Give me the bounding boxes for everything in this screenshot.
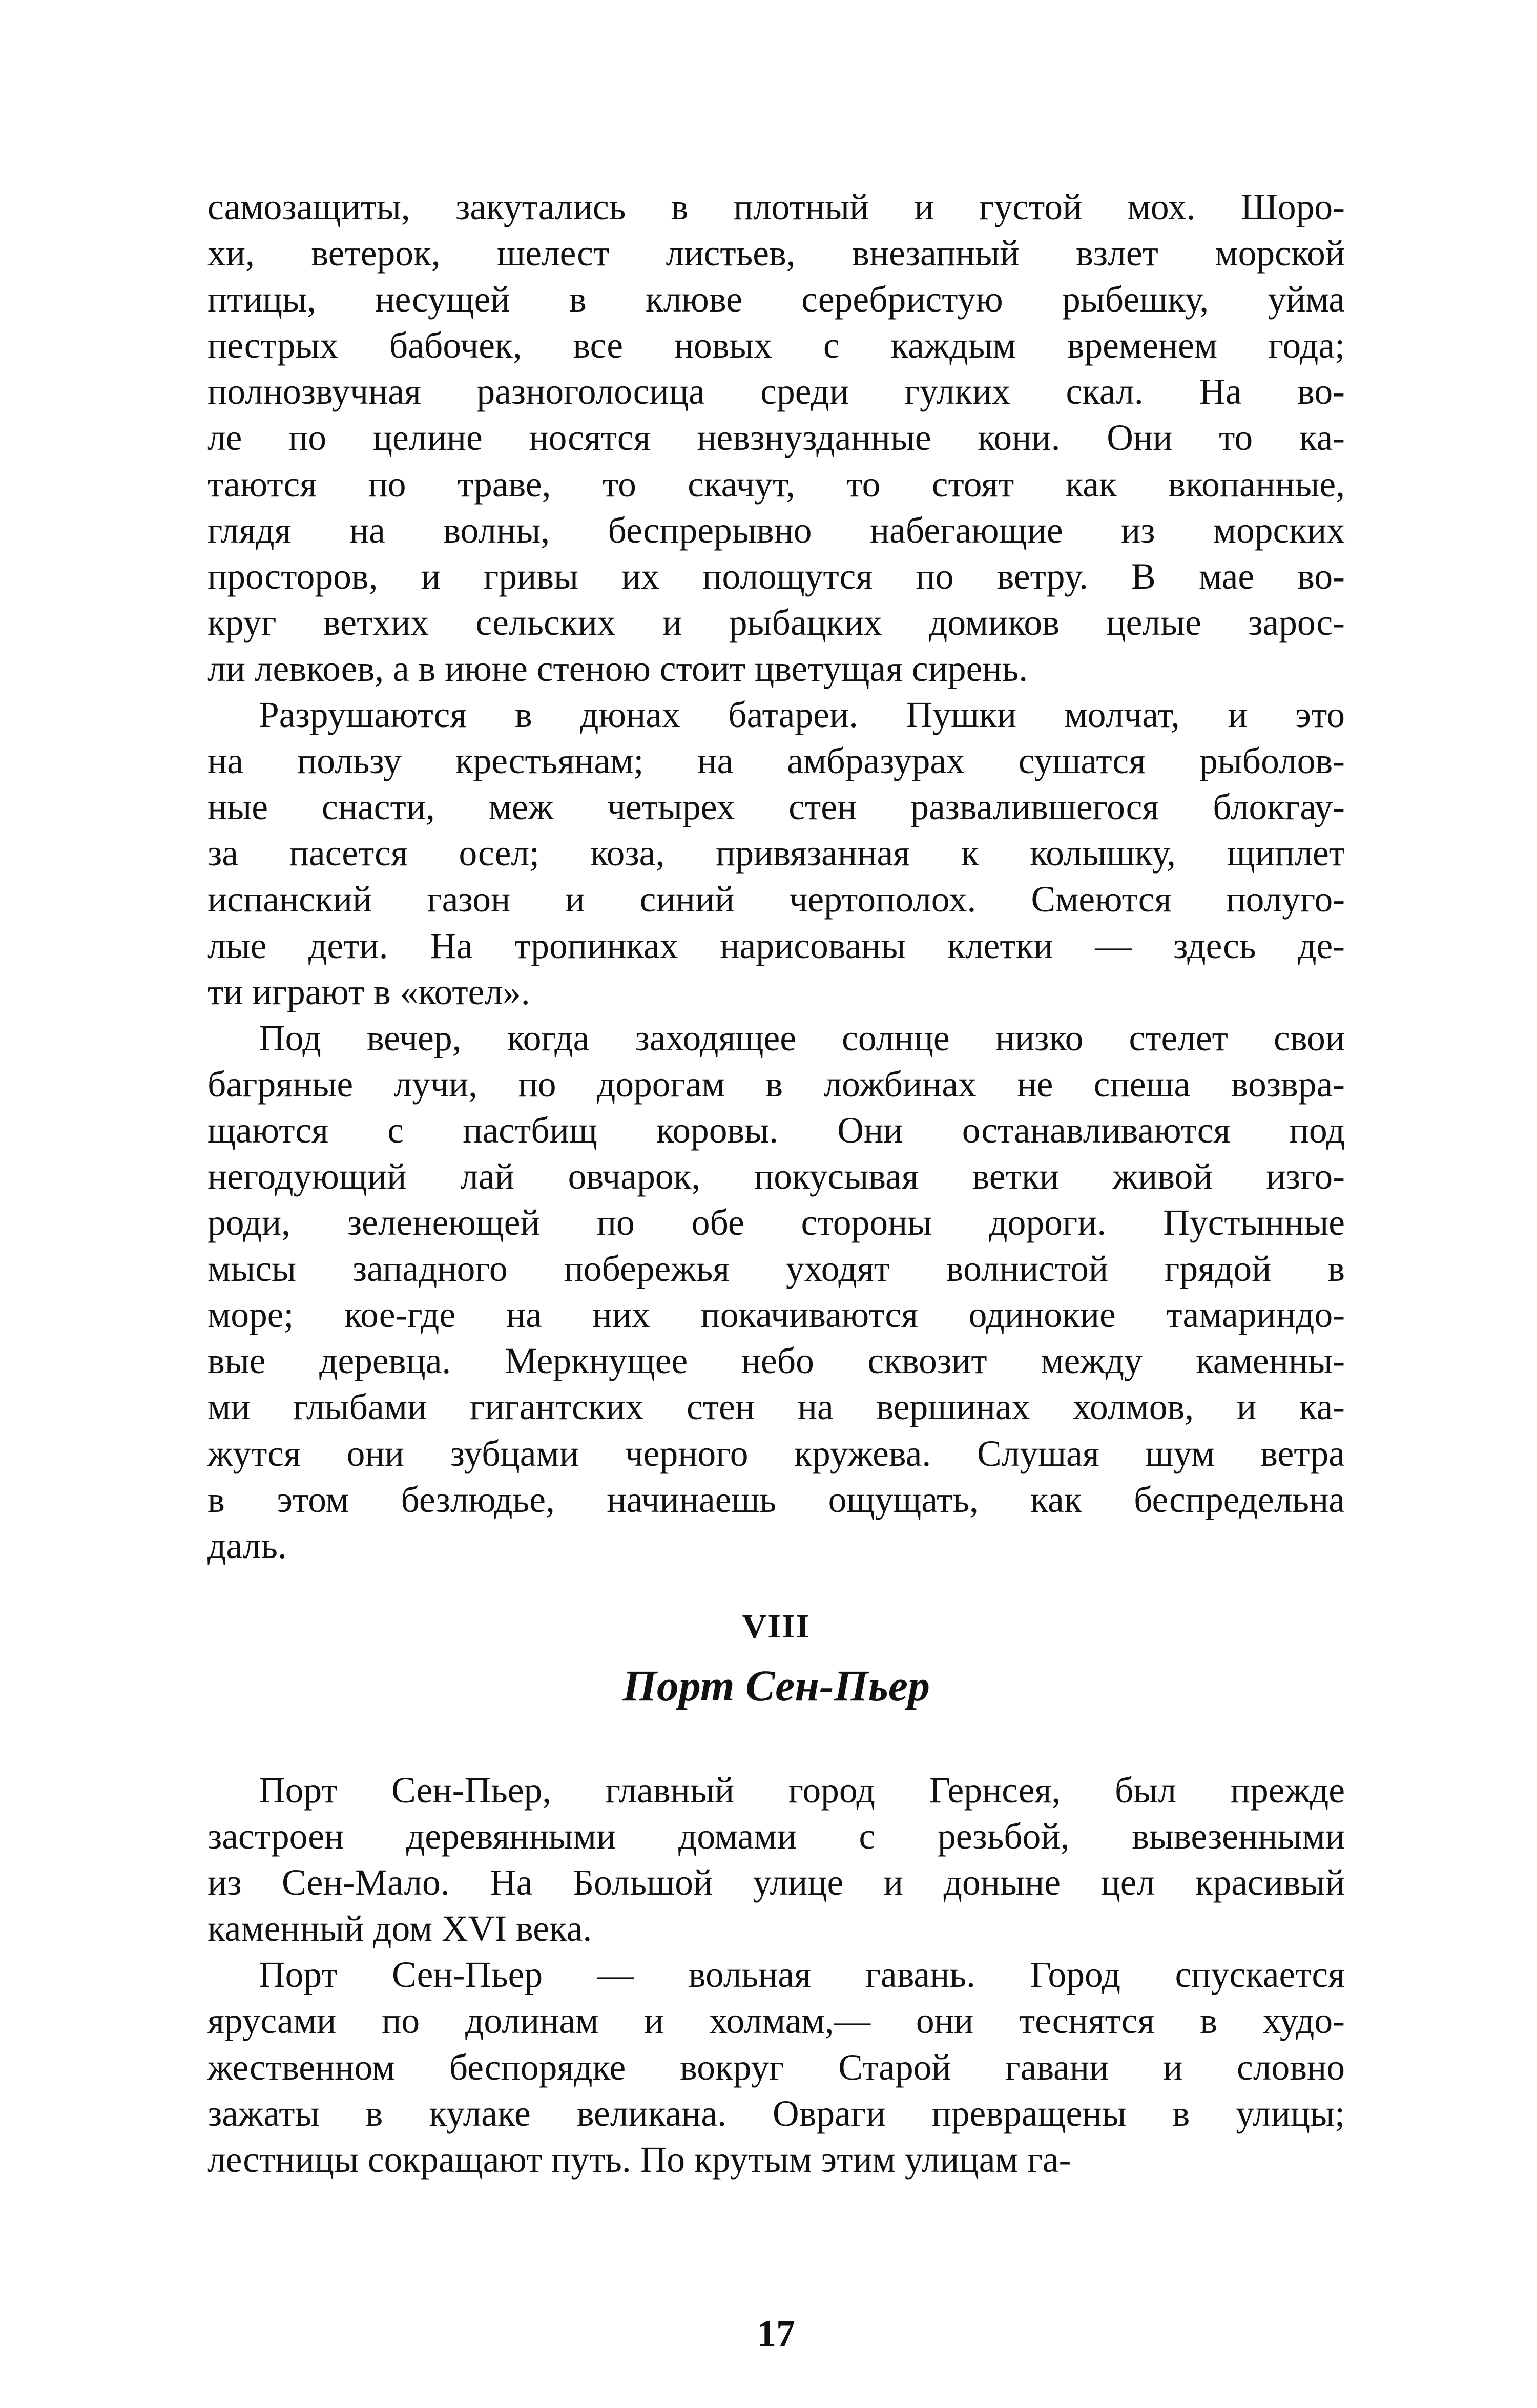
text-line: на пользу крестьянам; на амбразурах сушатся рыболов- xyxy=(207,741,1345,782)
text-line: жутся они зубцами черного кружева. Слушая шум ветра xyxy=(207,1433,1345,1474)
text-line: даль. xyxy=(207,1525,287,1566)
text-line: зажаты в кулаке великана. Овраги превращены в улицы; xyxy=(207,2093,1345,2134)
text-line: ные снасти, меж четырех стен развалившегося блокгау- xyxy=(207,787,1345,828)
chapter-title: Порт Сен-Пьер xyxy=(622,1661,930,1710)
text-line: испанский газон и синий чертополох. Смеются полуго- xyxy=(207,879,1345,920)
text-line: ярусами по долинам и холмам,— они теснятся в худо- xyxy=(207,2001,1345,2042)
text-line: Порт Сен-Пьер, главный город Гернсея, был прежде xyxy=(259,1770,1345,1811)
text-line: полнозвучная разноголосица среди гулких скал. На во- xyxy=(207,371,1345,412)
text-line: Разрушаются в дюнах батареи. Пушки молчат, и это xyxy=(259,695,1345,736)
text-line: застроен деревянными домами с резьбой, вывезенными xyxy=(207,1816,1345,1857)
text-line: Под вечер, когда заходящее солнце низко стелет свои xyxy=(259,1018,1345,1058)
text-line: ле по целине носятся невзнузданные кони. Они то ка- xyxy=(207,418,1345,459)
text-line: роди, зеленеющей по обе стороны дороги. Пустынные xyxy=(207,1202,1345,1243)
text-line: море; кое-где на них покачиваются одинокие тамариндо- xyxy=(207,1295,1345,1336)
text-line: ли левкоев, а в июне стеною стоит цветущая сирень. xyxy=(207,648,1028,689)
paragraph xyxy=(207,184,1345,692)
text-line: круг ветхих сельских и рыбацких домиков целые зарос- xyxy=(207,602,1345,643)
text-line: за пасется осел; коза, привязанная к колышку, щиплет xyxy=(207,833,1345,874)
text-line: лестницы сокращают путь. По крутым этим улицам га- xyxy=(207,2139,1071,2180)
text-line: лые дети. На тропинках нарисованы клетки — здесь де- xyxy=(207,925,1345,966)
text-line: каменный дом XVI века. xyxy=(207,1908,592,1949)
text-line: ми глыбами гигантских стен на вершинах холмов, и ка- xyxy=(207,1387,1345,1428)
chapter-number: VIII xyxy=(742,1608,811,1645)
text-block-bottom xyxy=(207,1768,1345,2183)
text-line: хи, ветерок, шелест листьев, внезапный взлет морской xyxy=(207,233,1345,274)
book-page xyxy=(207,184,1345,2355)
paragraph xyxy=(207,1952,1345,2183)
text-line: ти играют в «котел». xyxy=(207,971,530,1012)
text-line: самозащиты, закутались в плотный и густой мох. Шоро- xyxy=(207,187,1345,227)
text-line: глядя на волны, беспрерывно набегающие из морских xyxy=(207,510,1345,551)
text-line: Порт Сен-Пьер — вольная гавань. Город спускается xyxy=(259,1955,1345,1996)
text-line: вые деревца. Меркнущее небо сквозит между каменны- xyxy=(207,1341,1345,1382)
paragraph xyxy=(207,1768,1345,1952)
text-line: птицы, несущей в клюве серебристую рыбешку, уйма xyxy=(207,279,1345,320)
paragraph xyxy=(207,1015,1345,1569)
text-line: из Сен-Мало. На Большой улице и доныне цел красивый xyxy=(207,1862,1345,1903)
text-block-top xyxy=(207,184,1345,1569)
text-line: щаются с пастбищ коровы. Они останавливаются под xyxy=(207,1110,1345,1151)
page-number: 17 xyxy=(757,2313,795,2355)
text-line: жественном беспорядке вокруг Старой гавани и словно xyxy=(207,2047,1345,2088)
text-line: просторов, и гривы их полощутся по ветру. В мае во- xyxy=(207,556,1345,597)
text-line: мысы западного побережья уходят волнистой грядой в xyxy=(207,1249,1345,1290)
text-line: таются по траве, то скачут, то стоят как вкопанные, xyxy=(207,464,1345,505)
text-line: багряные лучи, по дорогам в ложбинах не спеша возвра- xyxy=(207,1064,1345,1105)
paragraph xyxy=(207,692,1345,1015)
text-line: в этом безлюдье, начинаешь ощущать, как беспредельна xyxy=(207,1479,1345,1520)
text-line: пестрых бабочек, все новых с каждым временем года; xyxy=(207,325,1345,366)
text-line: негодующий лай овчарок, покусывая ветки живой изго- xyxy=(207,1156,1345,1197)
